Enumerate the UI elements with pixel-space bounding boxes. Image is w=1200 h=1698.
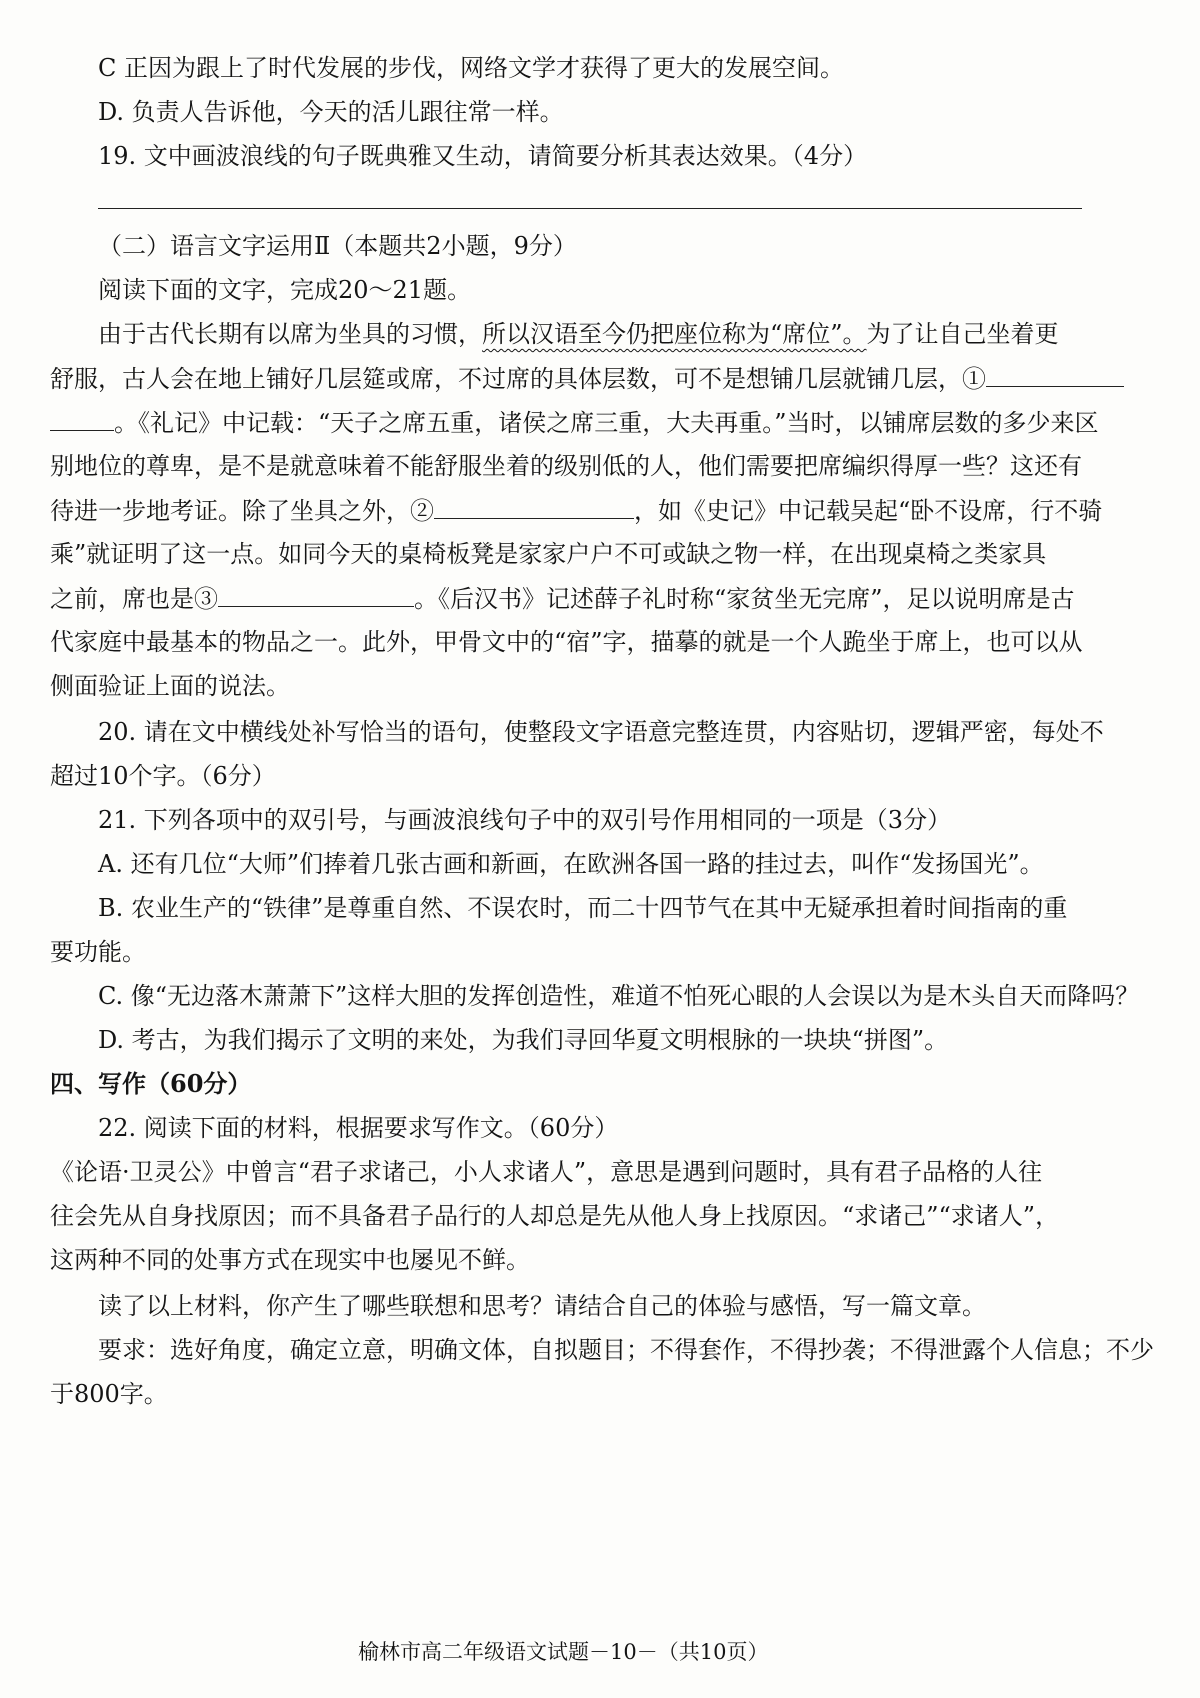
section4-title: 四、写作（60分） [50,1069,252,1098]
q21-option-a: A. 还有几位“大师”们捧着几张古画和新画，在欧洲各国一路的挂过去，叫作“发扬国光”。 [98,850,1044,878]
q20-stem: 20. 请在文中横线处补写恰当的语句，使整段文字语意完整连贯，内容贴切，逻辑严密，每处不 [98,718,1104,746]
passage-line: 乘”就证明了这一点。如同今天的桌椅板凳是家家户户不可或缺之物一样，在出现桌椅之类家具 [50,540,1047,568]
passage-line: 侧面验证上面的说法。 [50,672,290,700]
q18-option-d: D. 负责人告诉他，今天的活儿跟往常一样。 [98,98,564,126]
passage-text: 待进一步地考证。除了坐具之外， [50,497,410,525]
q21-option-b: B. 农业生产的“铁律”是尊重自然、不误农时，而二十四节气在其中无疑承担着时间指南的重 [98,894,1068,922]
passage-text: 由于古代长期有以席为坐具的习惯， [98,320,482,348]
passage-line [98,314,1059,354]
q21-stem: 21. 下列各项中的双引号，与画波浪线句子中的双引号作用相同的一项是（3分） [98,806,952,834]
blank-1-line-continued [50,402,114,431]
blank-3-line [218,578,414,607]
q21-option-d: D. 考古，为我们揭示了文明的来处，为我们寻回华夏文明根脉的一块块“拼图”。 [98,1026,949,1054]
q22-prompt: 读了以上材料，你产生了哪些联想和思考？请结合自己的体验与感悟，写一篇文章。 [98,1292,986,1320]
wavy-underlined-sentence: 所以汉语至今仍把座位称为“席位”。 [482,320,867,348]
passage-line: 代家庭中最基本的物品之一。此外，甲骨文中的“宿”字，描摹的就是一个人跪坐于席上，也可以从 [50,628,1083,656]
q22-material: 《论语·卫灵公》中曾言“君子求诸己，小人求诸人”，意思是遇到问题时，具有君子品格的人往 [50,1158,1043,1186]
passage-line: 别地位的尊卑，是不是就意味着不能舒服坐着的级别低的人，他们需要把席编织得厚一些？这还有 [50,452,1082,480]
page-footer: 榆林市高二年级语文试题－10－（共10页） [358,1640,769,1664]
q22-stem: 22. 阅读下面的材料，根据要求写作文。（60分） [98,1114,619,1142]
q22-material: 往会先从自身找原因；而不具备君子品行的人却总是先从他人身上找原因。“求诸己”“求诸人”， [50,1202,1060,1230]
passage-text: ，如《史记》中记载吴起“卧不设席，行不骑 [634,497,1103,525]
passage-line [50,578,1075,618]
q22-requirements-continued: 于800字。 [50,1380,168,1408]
blank-marker-2: ② [410,497,434,525]
passage-line [50,490,1102,530]
passage-line [50,402,1099,442]
q22-material: 这两种不同的处事方式在现实中也屡见不鲜。 [50,1246,530,1274]
q19-stem: 19. 文中画波浪线的句子既典雅又生动，请简要分析其表达效果。（4分） [98,142,868,170]
passage-line [50,358,1124,398]
passage-text: 舒服，古人会在地上铺好几层筵或席，不过席的具体层数，可不是想铺几层就铺几层， [50,365,962,393]
q22-requirements: 要求：选好角度，确定立意，明确文体，自拟题目；不得套作，不得抄袭；不得泄露个人信息；不少 [98,1336,1154,1364]
q21-option-b-continued: 要功能。 [50,938,146,966]
passage-text: 。《礼记》中记载：“天子之席五重，诸侯之席三重，大夫再重。”当时，以铺席层数的多少来区 [114,409,1099,437]
blank-marker-1: ① [962,365,986,393]
blank-2-line [434,490,634,519]
q20-stem-continued: 超过10个字。（6分） [50,762,276,790]
q21-option-c: C. 像“无边落木萧萧下”这样大胆的发挥创造性，难道不怕死心眼的人会误以为是木头自天而降吗？ [98,982,1140,1010]
section2-instruction: 阅读下面的文字，完成20～21题。 [98,276,472,304]
blank-marker-3: ③ [194,585,218,613]
section2-title: （二）语言文字运用Ⅱ（本题共2小题，9分） [98,232,577,260]
blank-1-line [986,358,1124,387]
passage-text: 。《后汉书》记述薛子礼时称“家贫坐无完席”，足以说明席是古 [414,585,1075,613]
q18-option-c: C 正因为跟上了时代发展的步伐，网络文学才获得了更大的发展空间。 [98,54,844,82]
passage-text: 为了让自己坐着更 [866,320,1059,348]
q19-answer-line [98,208,1082,209]
passage-text: 之前，席也是 [50,585,194,613]
